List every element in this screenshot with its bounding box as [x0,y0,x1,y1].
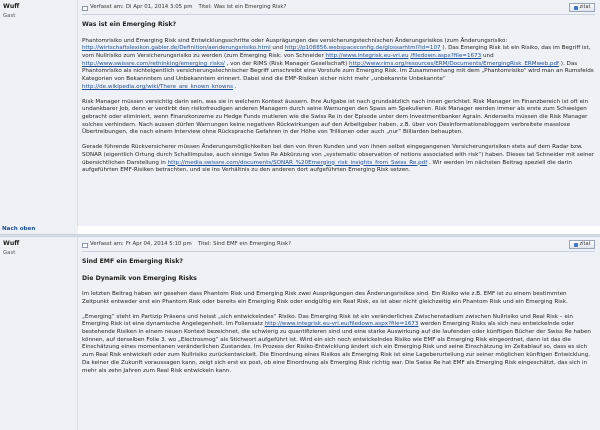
post-heading: Was ist ein Emerging Risk? [82,21,177,28]
link-integrisk-file[interactable]: /filedown.aspx?file=1673 [410,52,482,59]
post-body [78,237,600,430]
post-icon [82,6,88,11]
quote-button[interactable] [569,240,595,249]
post-meta [82,240,595,252]
post-author-panel [0,0,78,226]
link-sonar[interactable]: http://media.swissre.com/documents/SONAR_%20Emerging_risk_insights_from_Swiss_Re.pdf [167,159,428,166]
post-date: Fr Apr 04, 2014 5:10 pm [125,241,192,248]
title-label: Titel: [197,241,212,248]
post-heading: Sind EMF ein Emerging Risk? [82,258,183,265]
paragraph: Im letzten Beitrag haben wir gesehen dass Phantom Risk und Emerging Risk zwei Ausprägungen des Änderungsrisikos sind. Ein Risiko wie z.B. EMF ist zu einem bestimmten Zeitpunkt entweder erst ein Phantom Risk oder bereits ein Emerging Risk oder endgültig ein Real Risk, es ist aber nicht gleichzeitig ein Phantom Risk und ein Emerging Risk. [82,291,568,305]
link-swissre-rethinking[interactable]: http://www.swissre.com/rethinking/emerging_risks/ [82,60,225,67]
post-subheading: Die Dynamik von Emerging Risks [82,274,197,282]
post-title: Was ist ein Emerging Risk? [213,4,287,11]
post-author-panel [0,237,78,430]
post-title: Sind EMF ein Emerging Risk? [213,241,291,248]
author-name[interactable]: Wuff [3,240,20,247]
link-glossar[interactable]: http://p108856.webspaceconfig.de/glossarhtml?id=107 [284,45,441,52]
forum-post-2 [0,237,600,430]
post-content [82,15,595,175]
title-label: Titel: [198,4,212,11]
post-icon [82,243,88,248]
written-label: Verfasst am: [90,241,124,248]
paragraph: Risk Manager müssen versichtig darin sein, was sie in welchem Kontext äussern. Ihre Aufgabe ist nach grundsätzlich nach innen gerichtet. Risk Manager im Finanzbereich ist oft ein undankbarer Job, denn er verdirbt den risikofreudigen anderen Managern durch seine Warnungen den Spass am Spekulieren. Risk Manager werden immer als erste zum Schweigen gebracht oder eliminiert, wenn Finanzkonzerne zu Hedge Funds mutieren wie die Swiss Re in der Episode unter dem Investmentbanker Agrain. Anderseits müssen die Risk Manager solches verhindern. Nach aussen dürfen Warnungen keine negativen Rückwirkungen auf den Arbeitgeber haben, z.B. über von Desinformationsbloggern verbreitete masslose Übertreibungen, die nach einem Interview ohne Rücksprache Gefahren in der Höhe von Trillionen oder auch „nur“ Billiarden behaupten. [82,98,589,136]
link-rims[interactable]: http://www.rims.org/resources/ERM/Documents/EmergingRisk_ERMweb.pdf [349,60,559,67]
paragraph: „Emerging“ steht im Partizip Präsens und heisst „sich entwickelndes“ Risiko. Das Emerging Risk ist ein veränderliches Zwischenstadium zwischen Nullrisiko und Real Risk – ein Emerging Risk ist eine dynamische Angelegenheit. Im Foliensatz http://www.integrisk.eu-vri.eu/filedown.aspx?file=1673 werden Emerging Risks als sich neu entwickelnde oder bestehende Risiken in einem neuen Kontext bezeichnet, die schwierig zu quantifizieren sind und eine starke Auswirkung auf die laufenden oder künftigen Bücher der Swiss Re haben können, auf derselben Folie 3. wo „Electrosmog“ als Stichwort aufgeführt ist. Wird ein sich noch entwickelndes Risiko wie EMF als Emerging Risk eingeordnet, dann ist das die Einschätzung eines momentanen veränderlichen Zustandes. Im Prozess der Risiko-Entwicklung ändert sich ein Emerging Risk und seine Einschätzung im Zeitablauf so, dass es sich zum Real Risk entwickelt oder zum Nullrisiko zurückentwickelt. Die Einordnung eines Risikos als Emerging Risk ist eine Lageberurteilung zur seiner möglichen künftigen Entwicklung. Da keiner die Zukunft voraussagen kann, zeigt sich erst ex post, ob eine Einordnung als Emerging Risk richtig war. Die Swiss Re hat EMF als Emerging Risk eingeschätzt, das sich in mehr als zehn Jahren zum Real Risk entwickeln kann. [82,313,591,374]
link-integrisk-file[interactable]: http://www.integrisk.eu-vri.eu/filedown.aspx?file=1673 [264,321,419,328]
back-to-top-link[interactable]: Nach oben [2,226,36,232]
author-name[interactable]: Wuff [3,3,20,10]
link-wikipedia[interactable]: http://de.wikipedia.org/wiki/There_are_known_knowns [82,83,234,90]
author-role: Gast [3,12,16,19]
post-meta [82,3,595,15]
quote-button[interactable] [569,3,595,12]
post-body [78,0,600,226]
quote-label: zitat [579,4,591,11]
link-integrisk[interactable]: http://www.integrisk.eu-vri.eu [325,52,409,59]
quote-icon [574,243,578,247]
post-date: Di Apr 01, 2014 3:05 pm [125,4,193,11]
quote-icon [574,6,578,10]
post-content [82,252,595,375]
written-label: Verfasst am: [90,4,124,11]
back-to-top-row [0,226,78,234]
paragraph: Phantomrisiko und Emerging Risk sind Entwicklungsschritte oder Ausprägungen des versicherungstechnischen Änderungsrisikos (zum Änderungsrisiko: http://wirtschaftslexikon.gabler.de/Definition/aenderungsrisiko.html und http://p108856.webspaceconfig.de/glossarhtml?id=107 ). Das Emerging Risk ist ein Risiko, das im Begriff ist, vom Nullrisiko zum Versicherungsrisiko zu werden (zum Emerging Risk: von Schneider http://www.integrisk.eu-vri.eu /filedown.aspx?file=1673 und http://www.swissre.com/rethinking/emerging_risks/ , von der RIMS (Risk Manager Gesellschaft) http://www.rims.org/resources/ERM/Documents/EmergingRisk_ERMweb.pdf ). Das Phantomrisiko als nichteigentlich versicherungstechnischer Begriff umschreibt eine Vorstufe zum Emerging Risk. Im Zusammenhang mit dem „Phantomrisiko“ wird man an Rumsfelds Kategorien von Bekannntem und Unbekanntem erinnert. Dabei sind die EMF-Risiken sicher nicht mehr „unbekannte Unbekannte“ http://de.wikipedia.org/wiki/There_are_known_knowns . [82,37,594,90]
quote-label: zitat [579,241,591,248]
link-gabler[interactable]: http://wirtschaftslexikon.gabler.de/Definition/aenderungsrisiko.html [82,45,271,52]
paragraph: Gerade führende Rückversicherer müssen Änderungsmöglichkeiten bei den von ihren Kunden und von ihnen selbst eingegangenen Versicherungsrisiken stets auf dem Radar bzw. SONAR (eigentlich Ortung durch Schallimpulse, auch sinnige Swiss Re Abkürzung von „systematic observation of notions associated with risk“) haben. Dieses tat Schneider mit seiner übersichtlichen Darstellung in http://media.swissre.com/documents/SONAR_%20Emerging_risk_insights_from_Swiss_Re.pdf . Wir werden im nächsten Beitrag speziell die darin aufgeführten EMF-Risiken betrachten, und sie ins Verhältnis zu den anderen dort aufgeführten Emerging Risk setzen. [82,144,595,174]
author-role: Gast [3,249,16,256]
